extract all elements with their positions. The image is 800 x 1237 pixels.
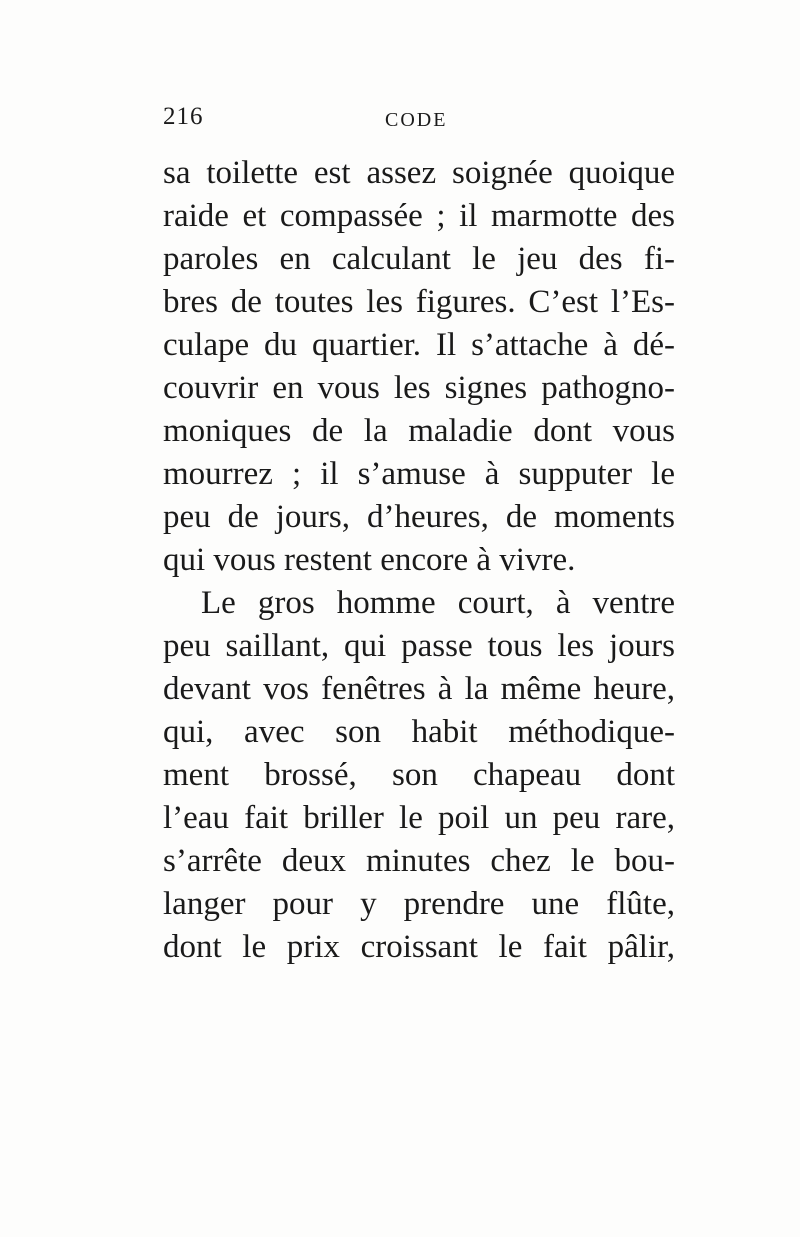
text-line: bres de toutes les figures. C’est l’Es- <box>163 284 675 320</box>
text-line: culape du quartier. Il s’attache à dé- <box>163 327 675 363</box>
text-line: peu saillant, qui passe tous les jours <box>163 628 675 664</box>
text-line: moniques de la maladie dont vous <box>163 413 675 449</box>
page-number: 216 <box>163 103 204 130</box>
text-line: paroles en calculant le jeu des fi- <box>163 241 675 277</box>
running-title: CODE <box>385 109 448 131</box>
text-line: l’eau fait briller le poil un peu rare, <box>163 800 675 836</box>
text-line: peu de jours, d’heures, de moments <box>163 499 675 535</box>
text-line: mourrez ; il s’amuse à supputer le <box>163 456 675 492</box>
text-line: s’arrête deux minutes chez le bou- <box>163 843 675 879</box>
text-line: dont le prix croissant le fait pâlir, <box>163 929 675 965</box>
text-line: qui, avec son habit méthodique- <box>163 714 675 750</box>
text-line: langer pour y prendre une flûte, <box>163 886 675 922</box>
text-line: sa toilette est assez soignée quoique <box>163 155 675 191</box>
body-text <box>163 152 675 969</box>
running-head <box>163 103 675 139</box>
text-line: ment brossé, son chapeau dont <box>163 757 675 793</box>
text-line: qui vous restent encore à vivre. <box>163 542 576 578</box>
text-line: couvrir en vous les signes pathogno- <box>163 370 675 406</box>
text-line: Le gros homme court, à ventre <box>201 585 675 621</box>
text-line: devant vos fenêtres à la même heure, <box>163 671 675 707</box>
text-line: raide et compassée ; il marmotte des <box>163 198 675 234</box>
